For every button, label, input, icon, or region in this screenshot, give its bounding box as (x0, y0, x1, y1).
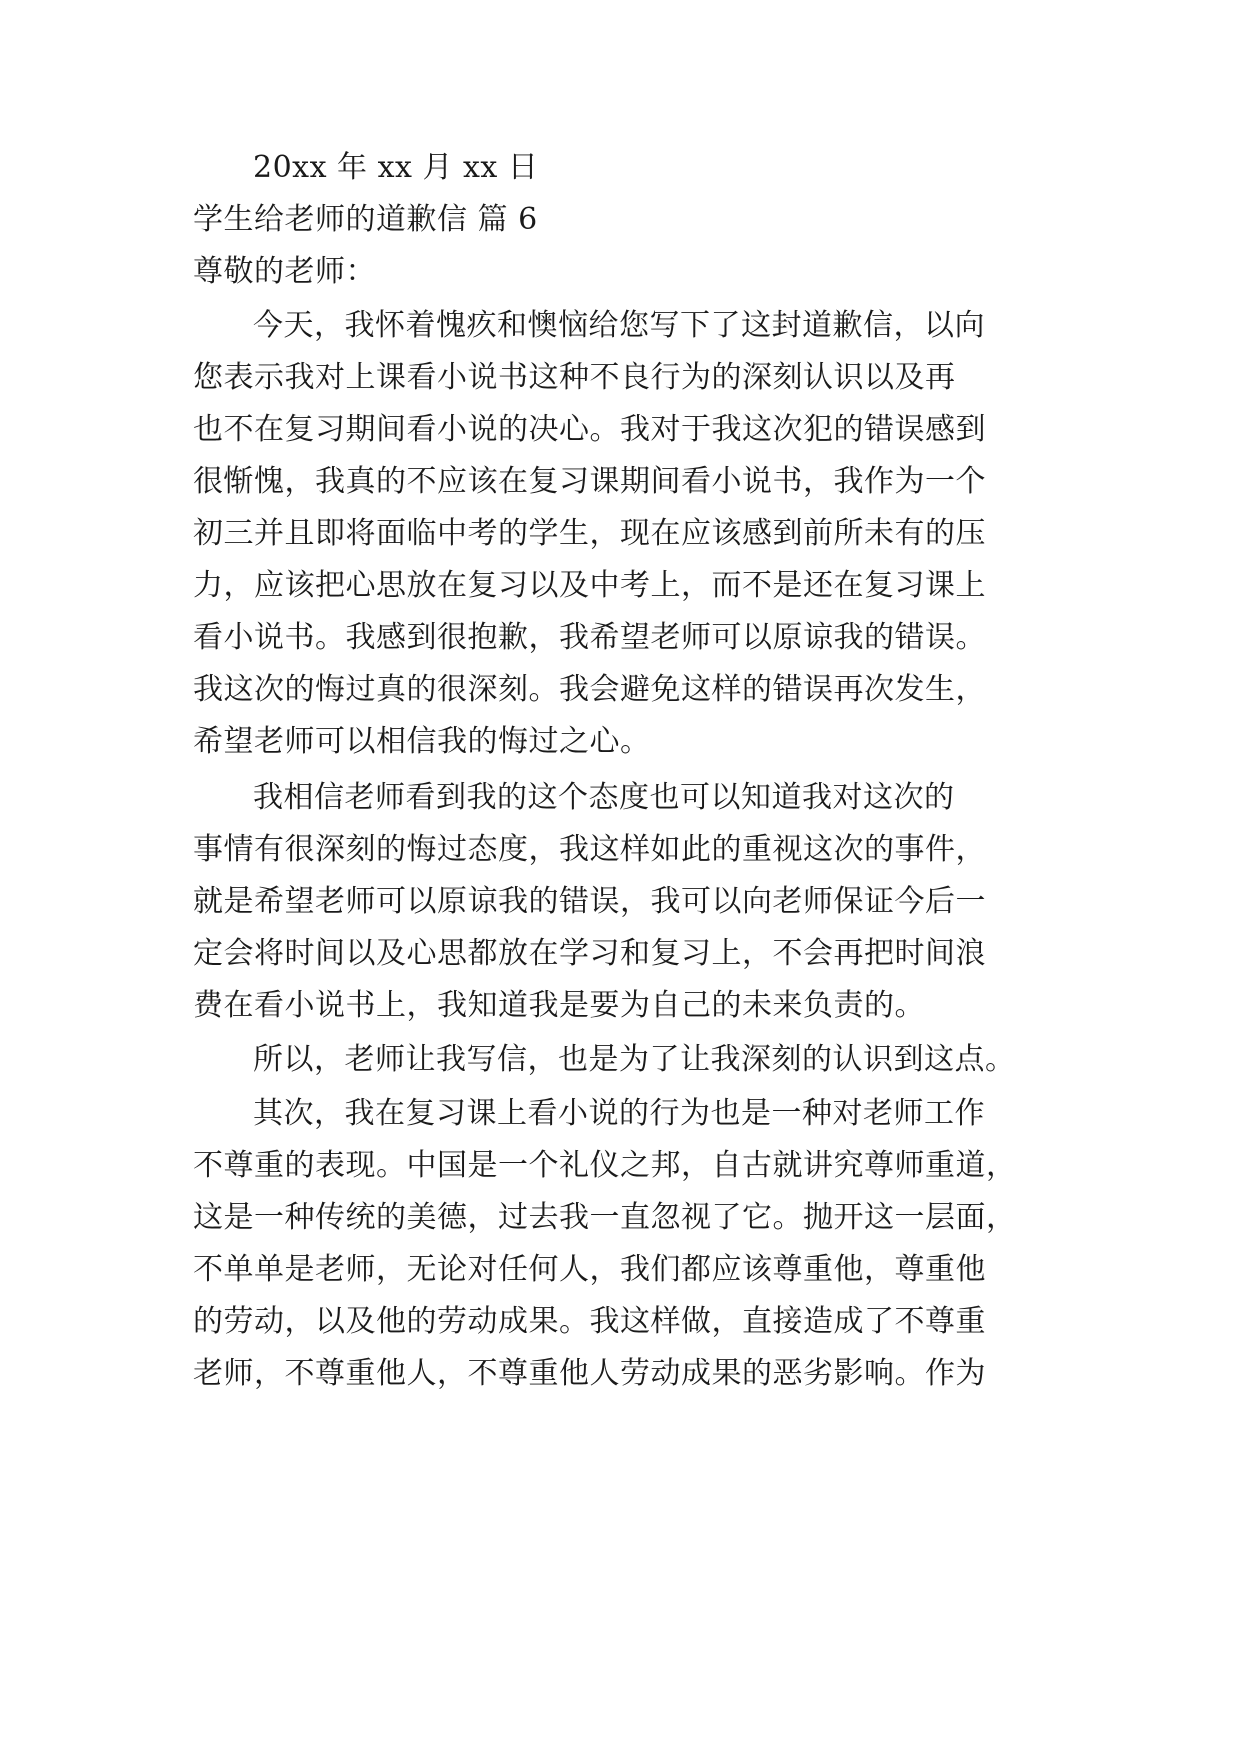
body-line: 老师，不尊重他人，不尊重他人劳动成果的恶劣影响。作为 (193, 1356, 986, 1391)
letter-salutation: 尊敬的老师： (193, 254, 376, 289)
body-line: 初三并且即将面临中考的学生，现在应该感到前所未有的压 (193, 516, 986, 551)
body-line: 其次，我在复习课上看小说的行为也是一种对老师工作 (253, 1096, 985, 1131)
body-line: 这是一种传统的美德，过去我一直忽视了它。抛开这一层面， (193, 1200, 1017, 1235)
body-line: 今天，我怀着愧疚和懊恼给您写下了这封道歉信，以向 (253, 308, 985, 343)
letter-title: 学生给老师的道歉信 篇 6 (193, 202, 538, 237)
body-line: 您表示我对上课看小说书这种不良行为的深刻认识以及再 (193, 360, 956, 395)
body-line: 的劳动，以及他的劳动成果。我这样做，直接造成了不尊重 (193, 1304, 986, 1339)
body-line: 力，应该把心思放在复习以及中考上，而不是还在复习课上 (193, 568, 986, 603)
body-line: 费在看小说书上，我知道我是要为自己的未来负责的。 (193, 988, 925, 1023)
body-line: 定会将时间以及心思都放在学习和复习上，不会再把时间浪 (193, 936, 986, 971)
body-line: 不单单是老师，无论对任何人，我们都应该尊重他，尊重他 (193, 1252, 986, 1287)
body-line: 看小说书。我感到很抱歉，我希望老师可以原谅我的错误。 (193, 620, 986, 655)
body-line: 我这次的悔过真的很深刻。我会避免这样的错误再次发生， (193, 672, 986, 707)
body-line: 就是希望老师可以原谅我的错误，我可以向老师保证今后一 (193, 884, 986, 919)
body-line: 希望老师可以相信我的悔过之心。 (193, 724, 651, 759)
body-line: 我相信老师看到我的这个态度也可以知道我对这次的 (253, 780, 955, 815)
body-line: 事情有很深刻的悔过态度，我这样如此的重视这次的事件， (193, 832, 986, 867)
body-line: 很惭愧，我真的不应该在复习课期间看小说书，我作为一个 (193, 464, 986, 499)
body-line: 不尊重的表现。中国是一个礼仪之邦，自古就讲究尊师重道， (193, 1148, 1017, 1183)
body-line: 所以，老师让我写信，也是为了让我深刻的认识到这点。 (253, 1042, 1016, 1077)
letter-date: 20xx 年 xx 月 xx 日 (253, 150, 539, 185)
body-line: 也不在复习期间看小说的决心。我对于我这次犯的错误感到 (193, 412, 986, 447)
